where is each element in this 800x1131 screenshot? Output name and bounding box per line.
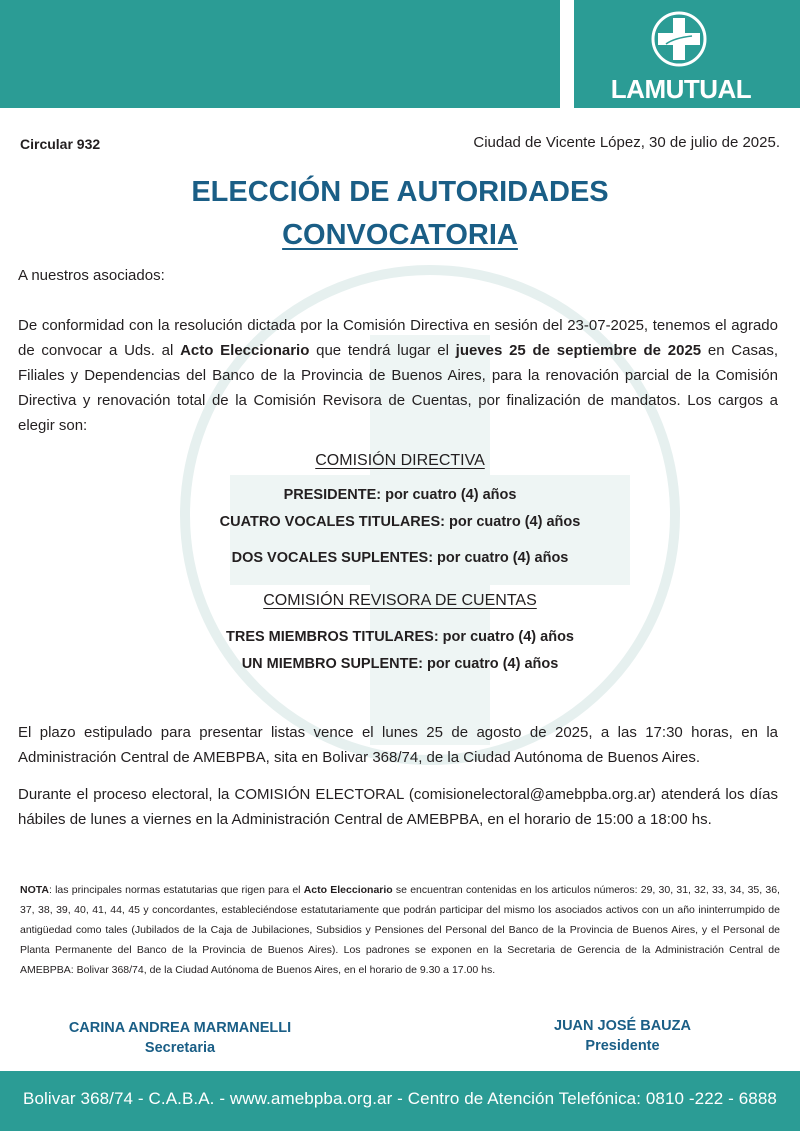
note-label: NOTA <box>20 884 49 896</box>
role-item: PRESIDENTE: por cuatro (4) años <box>283 487 517 503</box>
greeting: A nuestros asociados: <box>18 267 165 284</box>
footer-contact: Bolivar 368/74 - C.A.B.A. - www.amebpba.org.ar - Centro de Atención Telefónica: 0810 -222 - 6888 <box>23 1089 777 1108</box>
para1-bold-acto: Acto Eleccionario <box>180 342 310 359</box>
section-heading-directiva-text: COMISIÓN DIRECTIVA <box>315 452 485 469</box>
role-item: DOS VOCALES SUPLENTES: por cuatro (4) años <box>231 550 569 566</box>
title-line-2 <box>0 219 800 252</box>
paragraph-convocation <box>18 313 778 438</box>
role-item: CUATRO VOCALES TITULARES: por cuatro (4) años <box>219 514 581 530</box>
footer-band <box>0 1071 800 1131</box>
logo <box>574 0 800 108</box>
note-text-1: : las principales normas estatutarias que rigen para el <box>48 884 304 896</box>
signature-role: Presidente <box>585 1038 660 1054</box>
paragraph-electoral-commission: Durante el proceso electoral, la COMISIÓN ELECTORAL (comisionelectoral@amebpba.org.ar) atenderá los días hábiles de lunes a viernes en la Administración Central de AMEBPBA, en el horario de 15:00 a 18:00 hs. <box>18 786 778 828</box>
logo-text: LAMUTUAL <box>610 74 752 104</box>
para1-text-3: en Casas, Filiales y Dependencias del Banco de la Provincia de Buenos Aires, para la renovación parcial de la Comisión Directiva y renovación total de la Comisión Revisora de Cuentas, por finalización de mandatos. Los cargos a elegir son: <box>18 342 778 434</box>
signature-name: CARINA ANDREA MARMANELLI <box>68 1020 292 1036</box>
role-item: TRES MIEMBROS TITULARES: por cuatro (4) años <box>225 629 574 645</box>
para1-text-2: que tendrá lugar el <box>309 342 456 359</box>
section-heading-revisora <box>0 592 800 610</box>
section-heading-directiva <box>0 452 800 470</box>
paragraph-deadline: El plazo estipulado para presentar listas vence el lunes 25 de agosto de 2025, a las 17:30 horas, en la Administración Central de AMEBPBA, sita en Bolivar 368/74, de la Ciudad Autónoma de Buenos Aires. <box>18 724 778 766</box>
title-convocatoria: CONVOCATORIA <box>282 219 518 251</box>
note-bold-acto: Acto Eleccionario <box>303 884 393 896</box>
signature-presidente <box>500 1016 745 1056</box>
signature-role: Secretaria <box>144 1040 216 1056</box>
title-line-1: ELECCIÓN DE AUTORIDADES <box>191 176 609 208</box>
cross-emblem-icon <box>650 10 708 68</box>
section-heading-revisora-text: COMISIÓN REVISORA DE CUENTAS <box>263 592 537 609</box>
role-item: UN MIEMBRO SUPLENTE: por cuatro (4) años <box>241 656 559 672</box>
para1-bold-date: jueves 25 de septiembre de 2025 <box>455 342 702 359</box>
circular-number: Circular 932 <box>20 136 101 152</box>
signature-secretaria <box>40 1018 320 1058</box>
signature-name: JUAN JOSÉ BAUZA <box>554 1018 691 1034</box>
note-paragraph <box>20 880 780 980</box>
header-divider <box>560 0 574 108</box>
note-text-2: se encuentran contenidas en los articulos números: 29, 30, 31, 32, 33, 34, 35, 36, 37, 38, 39, 40, 41, 44, 45 y concordantes, estableciéndose estatutariamente que podrán participar del mismo los asociados activos con un año ininterrumpido de antigüedad como tales (Jubilados de la Caja de Jubilaciones, Subsidios y Pensiones del Personal del Banco de la Provincia de Buenos Aires, y el Personal de Planta Permanente del Banco de la Provincia de Buenos Aires). Los padrones se exponen en la Secretaria de Gerencia de la Administración Central de AMEBPBA: Bolivar 368/74, de la Ciudad Autónoma de Buenos Aires, en el horario de 9.30 a 17.00 hs. <box>20 884 780 976</box>
place-date: Ciudad de Vicente López, 30 de julio de 2025. <box>473 134 780 151</box>
para1-text-1: De conformidad con la resolución dictada por la Comisión Directiva en sesión del 23-07-2025, tenemos el agrado de convocar a Uds. al <box>18 317 778 359</box>
